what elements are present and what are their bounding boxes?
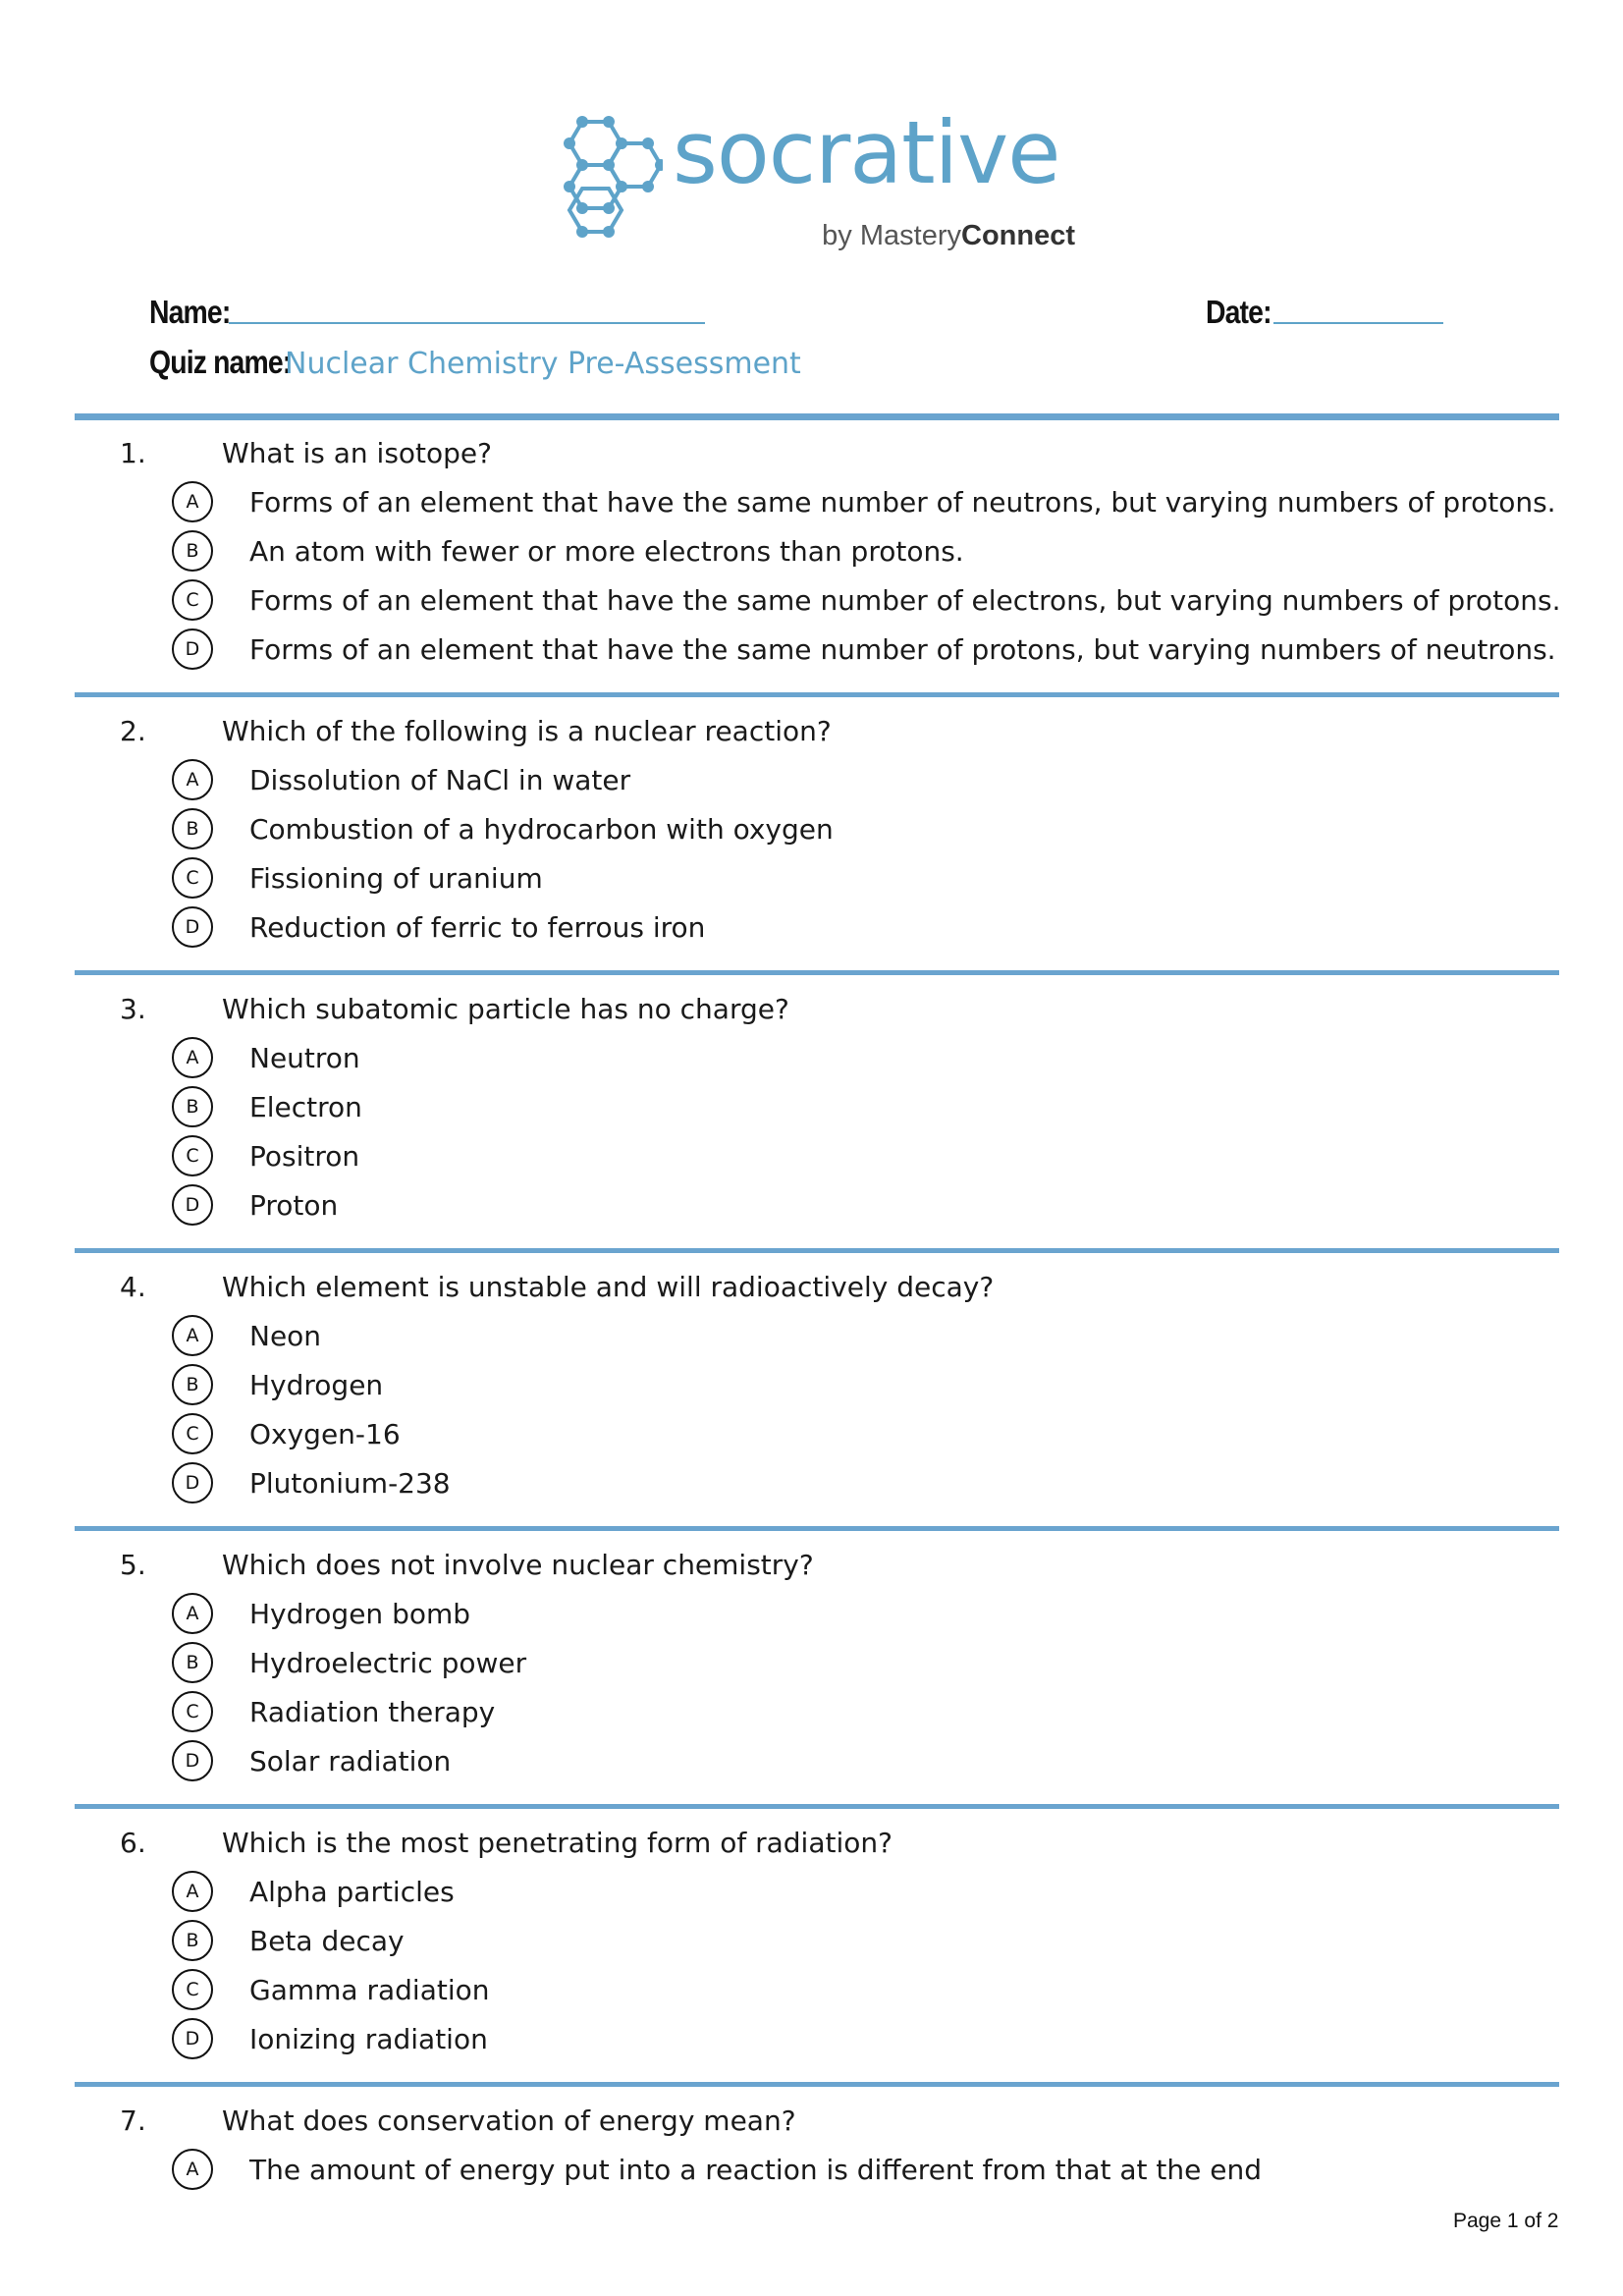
answer-bubble[interactable]: C xyxy=(172,1691,213,1732)
answer-bubble[interactable]: D xyxy=(172,1462,213,1503)
option-text: Electron xyxy=(249,1091,362,1123)
answer-bubble[interactable]: A xyxy=(172,481,213,522)
date-label: Date: xyxy=(1206,294,1271,330)
option-text: Proton xyxy=(249,1189,339,1222)
option-text: Radiation therapy xyxy=(249,1696,496,1728)
option-1d[interactable] xyxy=(0,633,1623,673)
option-2a[interactable] xyxy=(0,764,1623,803)
option-1c[interactable] xyxy=(0,584,1623,624)
answer-bubble[interactable]: B xyxy=(172,1364,213,1405)
answer-bubble[interactable]: B xyxy=(172,1642,213,1683)
option-2d[interactable] xyxy=(0,911,1623,951)
question-divider xyxy=(75,1248,1559,1253)
option-text: Fissioning of uranium xyxy=(249,862,543,895)
option-text: Forms of an element that have the same number of electrons, but varying numbers of protons. xyxy=(249,584,1561,617)
answer-bubble[interactable]: D xyxy=(172,1184,213,1226)
question-divider xyxy=(75,970,1559,975)
question-text: Which subatomic particle has no charge? xyxy=(222,993,789,1025)
name-field[interactable] xyxy=(229,322,705,324)
answer-bubble[interactable]: A xyxy=(172,2149,213,2190)
question-text: Which does not involve nuclear chemistry? xyxy=(222,1549,814,1581)
option-5b[interactable] xyxy=(0,1647,1623,1686)
date-field[interactable] xyxy=(1273,322,1443,324)
option-text: Neon xyxy=(249,1320,322,1352)
name-label: Name: xyxy=(149,294,231,330)
logo-wordmark: socrative xyxy=(673,102,1060,203)
option-text: Beta decay xyxy=(249,1925,405,1957)
option-5a[interactable] xyxy=(0,1598,1623,1637)
quiz-name-label: Quiz name: xyxy=(149,344,292,380)
option-text: Hydroelectric power xyxy=(249,1647,527,1679)
option-3c[interactable] xyxy=(0,1140,1623,1179)
option-7a[interactable] xyxy=(0,2154,1623,2193)
option-text: Forms of an element that have the same number of protons, but varying numbers of neutrons. xyxy=(249,633,1556,666)
option-4b[interactable] xyxy=(0,1369,1623,1408)
answer-bubble[interactable]: C xyxy=(172,1969,213,2010)
option-4c[interactable] xyxy=(0,1418,1623,1457)
question-number: 5. xyxy=(120,1549,146,1581)
question-text: What is an isotope? xyxy=(222,437,493,469)
option-text: Neutron xyxy=(249,1042,360,1074)
page-number: Page 1 of 2 xyxy=(1453,2210,1559,2232)
option-5d[interactable] xyxy=(0,1745,1623,1784)
answer-bubble[interactable]: A xyxy=(172,1593,213,1634)
answer-bubble[interactable]: B xyxy=(172,1086,213,1127)
question-divider xyxy=(75,1804,1559,1809)
option-text: Plutonium-238 xyxy=(249,1467,451,1500)
option-3a[interactable] xyxy=(0,1042,1623,1081)
socrative-logo xyxy=(555,102,1085,263)
option-6c[interactable] xyxy=(0,1974,1623,2013)
question-text: What does conservation of energy mean? xyxy=(222,2105,796,2137)
answer-bubble[interactable]: C xyxy=(172,579,213,621)
answer-bubble[interactable]: D xyxy=(172,2018,213,2059)
option-5c[interactable] xyxy=(0,1696,1623,1735)
quiz-name-value: Nuclear Chemistry Pre-Assessment xyxy=(285,347,801,381)
option-text: Reduction of ferric to ferrous iron xyxy=(249,911,706,944)
answer-bubble[interactable]: A xyxy=(172,1315,213,1356)
question-number: 3. xyxy=(120,993,146,1025)
option-6b[interactable] xyxy=(0,1925,1623,1964)
answer-bubble[interactable]: A xyxy=(172,1871,213,1912)
option-text: Positron xyxy=(249,1140,360,1173)
option-text: Hydrogen xyxy=(249,1369,384,1401)
option-4d[interactable] xyxy=(0,1467,1623,1506)
option-4a[interactable] xyxy=(0,1320,1623,1359)
option-1a[interactable] xyxy=(0,486,1623,525)
answer-bubble[interactable]: D xyxy=(172,629,213,670)
option-6a[interactable] xyxy=(0,1876,1623,1915)
question-text: Which is the most penetrating form of radiation? xyxy=(222,1827,893,1859)
byline-prefix: by Mastery xyxy=(822,220,961,251)
option-text: Combustion of a hydrocarbon with oxygen xyxy=(249,813,834,846)
hexagon-molecule-icon xyxy=(555,116,663,244)
answer-bubble[interactable]: A xyxy=(172,759,213,800)
option-text: Oxygen-16 xyxy=(249,1418,401,1450)
question-number: 2. xyxy=(120,715,146,747)
answer-bubble[interactable]: D xyxy=(172,906,213,948)
option-text: Hydrogen bomb xyxy=(249,1598,471,1630)
question-text: Which element is unstable and will radioactively decay? xyxy=(222,1271,995,1303)
option-3d[interactable] xyxy=(0,1189,1623,1229)
byline-bold: Connect xyxy=(961,220,1075,251)
question-number: 4. xyxy=(120,1271,146,1303)
question-divider xyxy=(75,2082,1559,2087)
logo-byline xyxy=(822,220,1075,252)
option-6d[interactable] xyxy=(0,2023,1623,2062)
option-text: The amount of energy put into a reaction is different from that at the end xyxy=(249,2154,1263,2186)
answer-bubble[interactable]: C xyxy=(172,1135,213,1176)
answer-bubble[interactable]: A xyxy=(172,1037,213,1078)
option-1b[interactable] xyxy=(0,535,1623,574)
question-text: Which of the following is a nuclear reaction? xyxy=(222,715,832,747)
answer-bubble[interactable]: D xyxy=(172,1740,213,1781)
header-divider xyxy=(75,413,1559,420)
question-number: 1. xyxy=(120,437,146,469)
option-text: Dissolution of NaCl in water xyxy=(249,764,631,796)
answer-bubble[interactable]: C xyxy=(172,1413,213,1454)
option-text: Ionizing radiation xyxy=(249,2023,488,2055)
option-text: An atom with fewer or more electrons than protons. xyxy=(249,535,964,568)
question-divider xyxy=(75,1526,1559,1531)
option-text: Forms of an element that have the same number of neutrons, but varying numbers of protons. xyxy=(249,486,1556,519)
option-3b[interactable] xyxy=(0,1091,1623,1130)
question-divider xyxy=(75,692,1559,697)
option-text: Gamma radiation xyxy=(249,1974,490,2006)
answer-bubble[interactable]: C xyxy=(172,857,213,899)
option-text: Alpha particles xyxy=(249,1876,455,1908)
option-2b[interactable] xyxy=(0,813,1623,852)
answer-bubble[interactable]: B xyxy=(172,808,213,849)
question-number: 7. xyxy=(120,2105,146,2137)
answer-bubble[interactable]: B xyxy=(172,530,213,572)
option-text: Solar radiation xyxy=(249,1745,452,1777)
option-2c[interactable] xyxy=(0,862,1623,902)
answer-bubble[interactable]: B xyxy=(172,1920,213,1961)
question-number: 6. xyxy=(120,1827,146,1859)
